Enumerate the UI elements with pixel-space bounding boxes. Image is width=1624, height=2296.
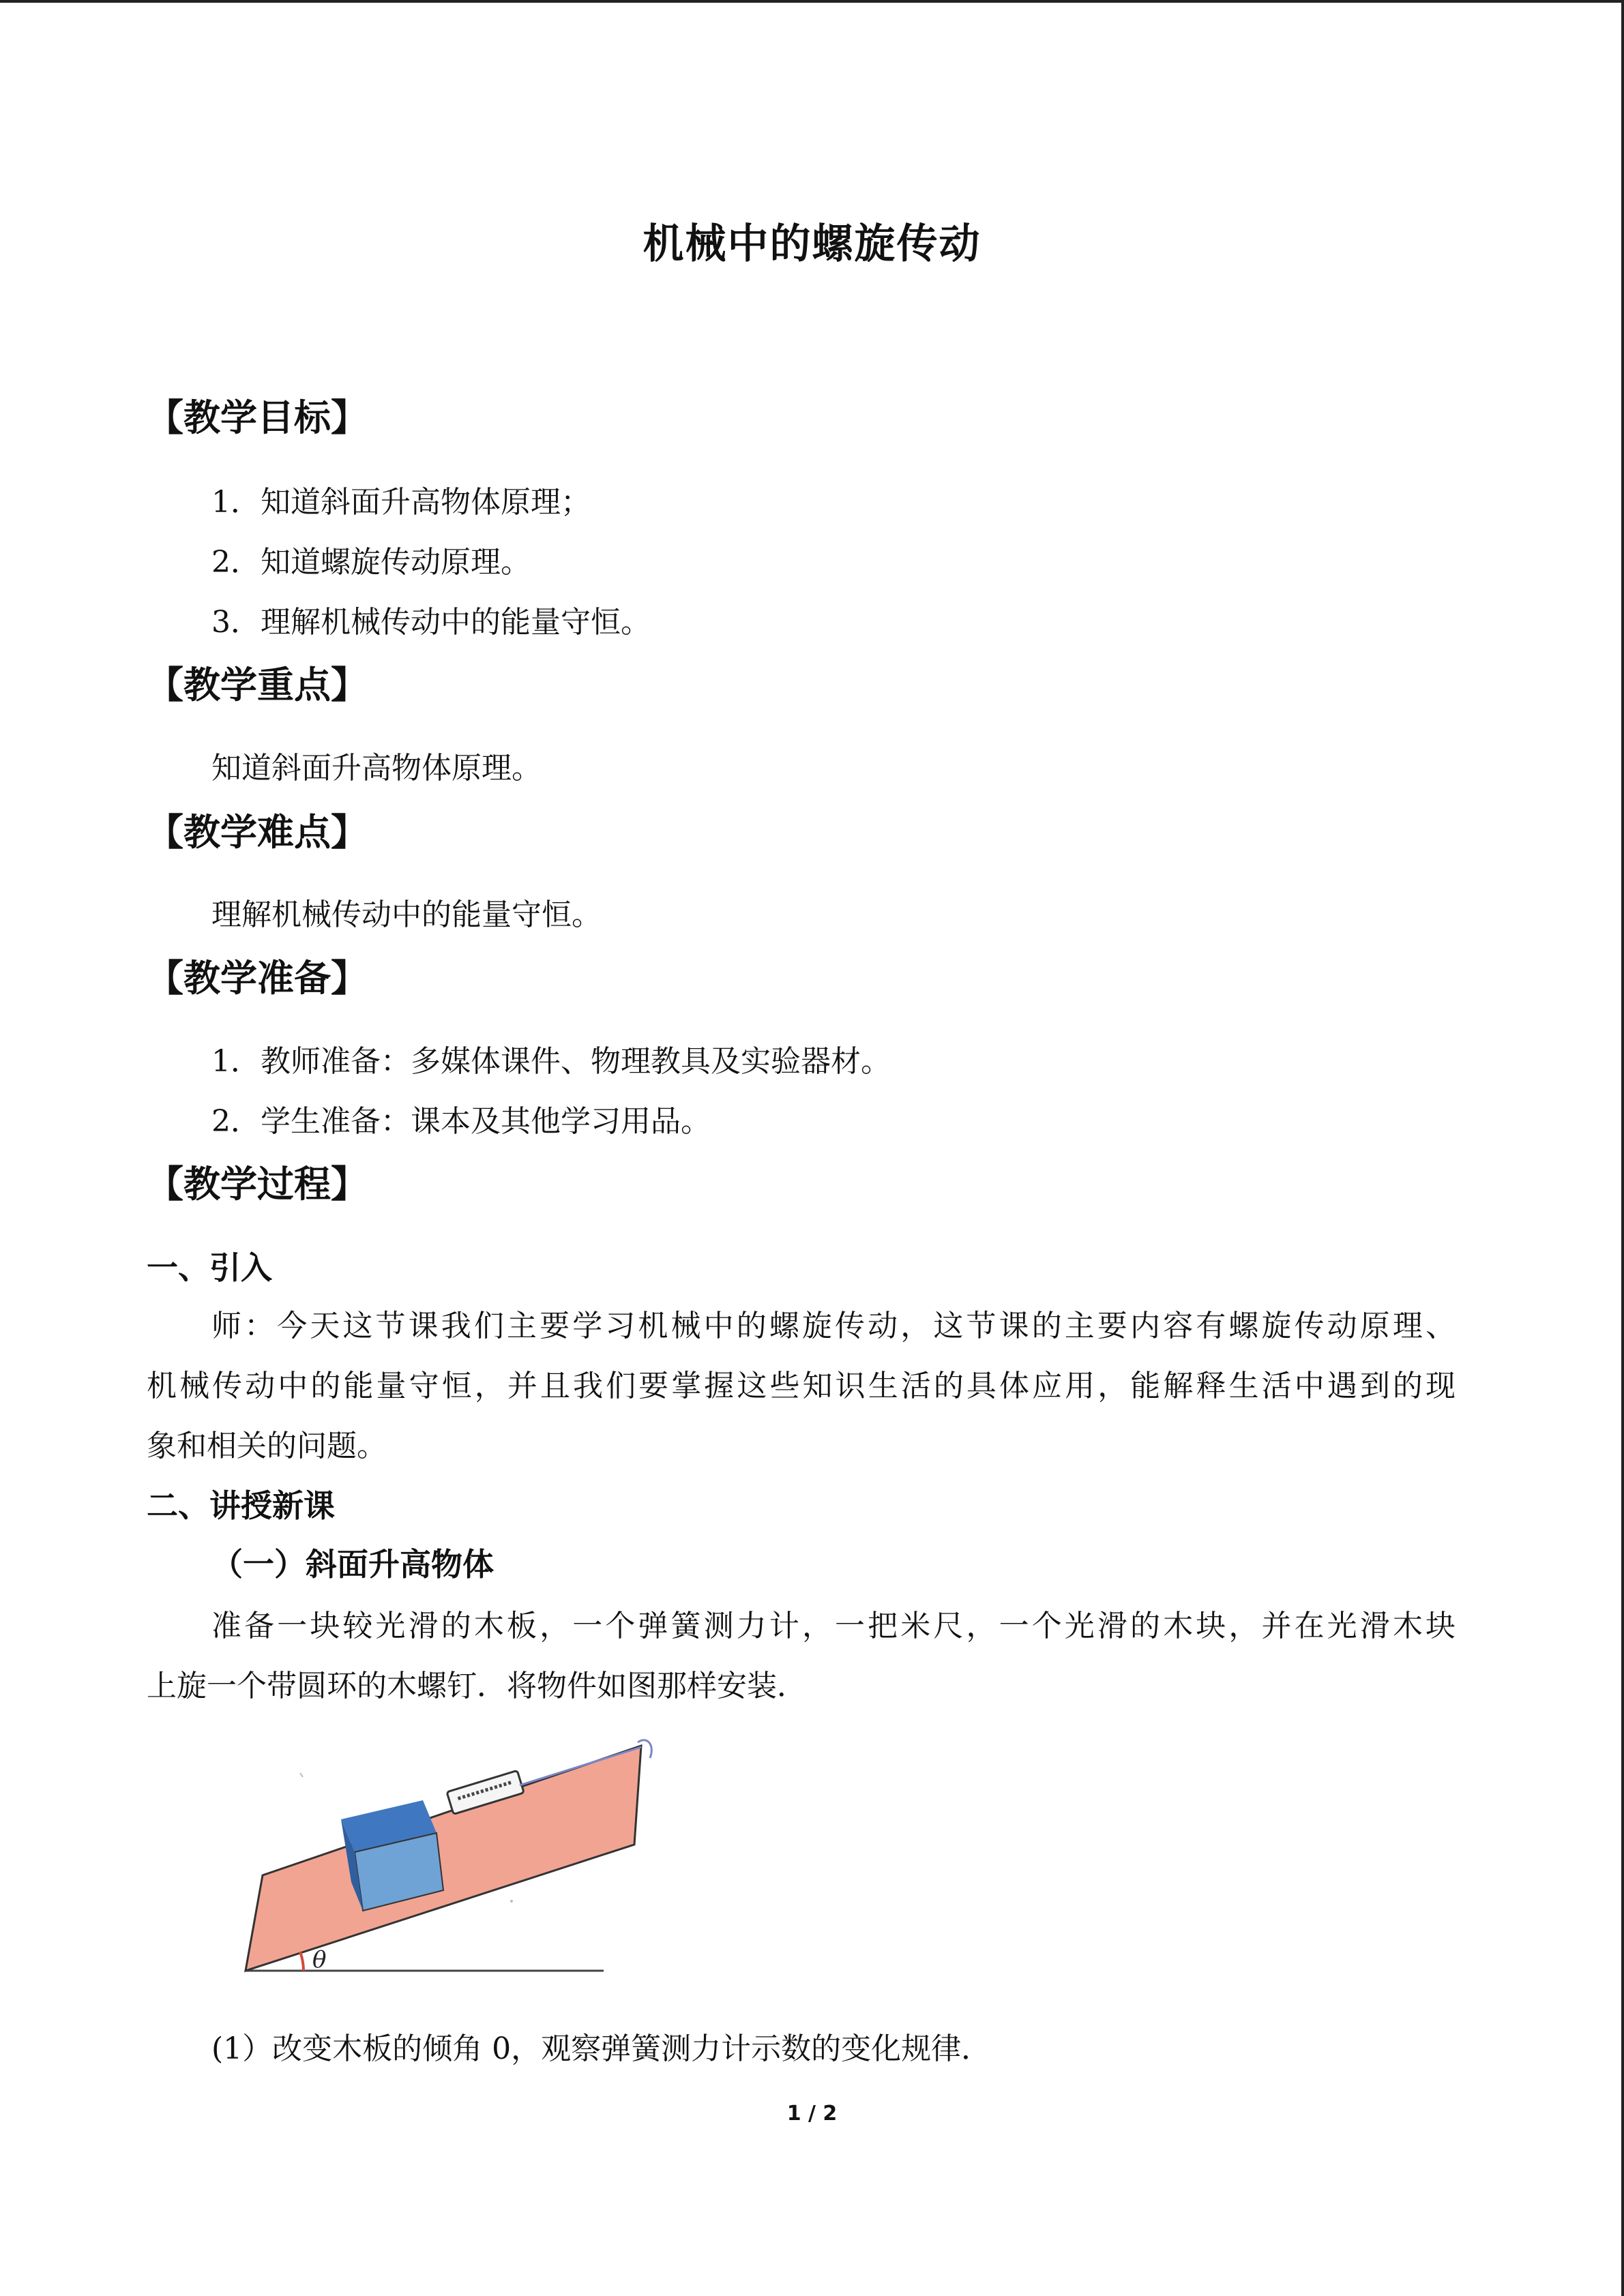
heading-preparation: 【教学准备】 bbox=[147, 957, 368, 1000]
preparation-item-1: 1．教师准备：多媒体课件、物理教具及实验器材。 bbox=[211, 1044, 891, 1079]
subsection-heading: （一）斜面升高物体 bbox=[211, 1546, 494, 1583]
heading-key-points: 【教学重点】 bbox=[147, 664, 368, 706]
intro-heading: 一、引入 bbox=[147, 1249, 272, 1286]
step-1-text: (1）改变木板的倾角 0，观察弹簧测力计示数的变化规律． bbox=[211, 2031, 992, 2066]
heading-process: 【教学过程】 bbox=[147, 1163, 368, 1206]
page-border-top bbox=[0, 0, 1624, 3]
heading-difficulties: 【教学难点】 bbox=[147, 811, 368, 854]
intro-line-3: 象和相关的问题。 bbox=[147, 1429, 387, 1463]
difficulties-text: 理解机械传动中的能量守恒。 bbox=[211, 897, 602, 932]
incline-figure bbox=[239, 1732, 662, 1991]
key-points-text: 知道斜面升高物体原理。 bbox=[211, 751, 542, 786]
intro-line-2: 机械传动中的能量守恒，并且我们要掌握这些知识生活的具体应用，能解释生活中遇到的现 bbox=[147, 1369, 1456, 1403]
preparation-item-2: 2．学生准备：课本及其他学习用品。 bbox=[211, 1104, 711, 1139]
document-title: 机械中的螺旋传动 bbox=[643, 220, 981, 268]
angle-label: θ bbox=[312, 1946, 327, 1973]
angle-arc bbox=[300, 1952, 304, 1971]
heading-objectives: 【教学目标】 bbox=[147, 396, 368, 439]
intro-line-1: 师：今天这节课我们主要学习机械中的螺旋传动，这节课的主要内容有螺旋传动原理、 bbox=[211, 1309, 1456, 1343]
objective-item-3: 3．理解机械传动中的能量守恒。 bbox=[211, 605, 651, 640]
new-lesson-heading: 二、讲授新课 bbox=[147, 1487, 335, 1524]
incline-board bbox=[246, 1746, 641, 1971]
speck bbox=[510, 1900, 513, 1903]
objective-item-2: 2．知道螺旋传动原理。 bbox=[211, 545, 531, 580]
objective-item-1: 1．知道斜面升高物体原理； bbox=[211, 485, 591, 520]
body-line-1: 准备一块较光滑的木板，一个弹簧测力计，一把米尺，一个光滑的木块，并在光滑木块 bbox=[211, 1609, 1456, 1643]
body-line-2: 上旋一个带圆环的木螺钉．将物件如图那样安装． bbox=[147, 1669, 807, 1703]
page-border-right bbox=[1621, 0, 1624, 2296]
page-number: 1 / 2 bbox=[786, 2102, 838, 2126]
speck bbox=[300, 1773, 303, 1777]
